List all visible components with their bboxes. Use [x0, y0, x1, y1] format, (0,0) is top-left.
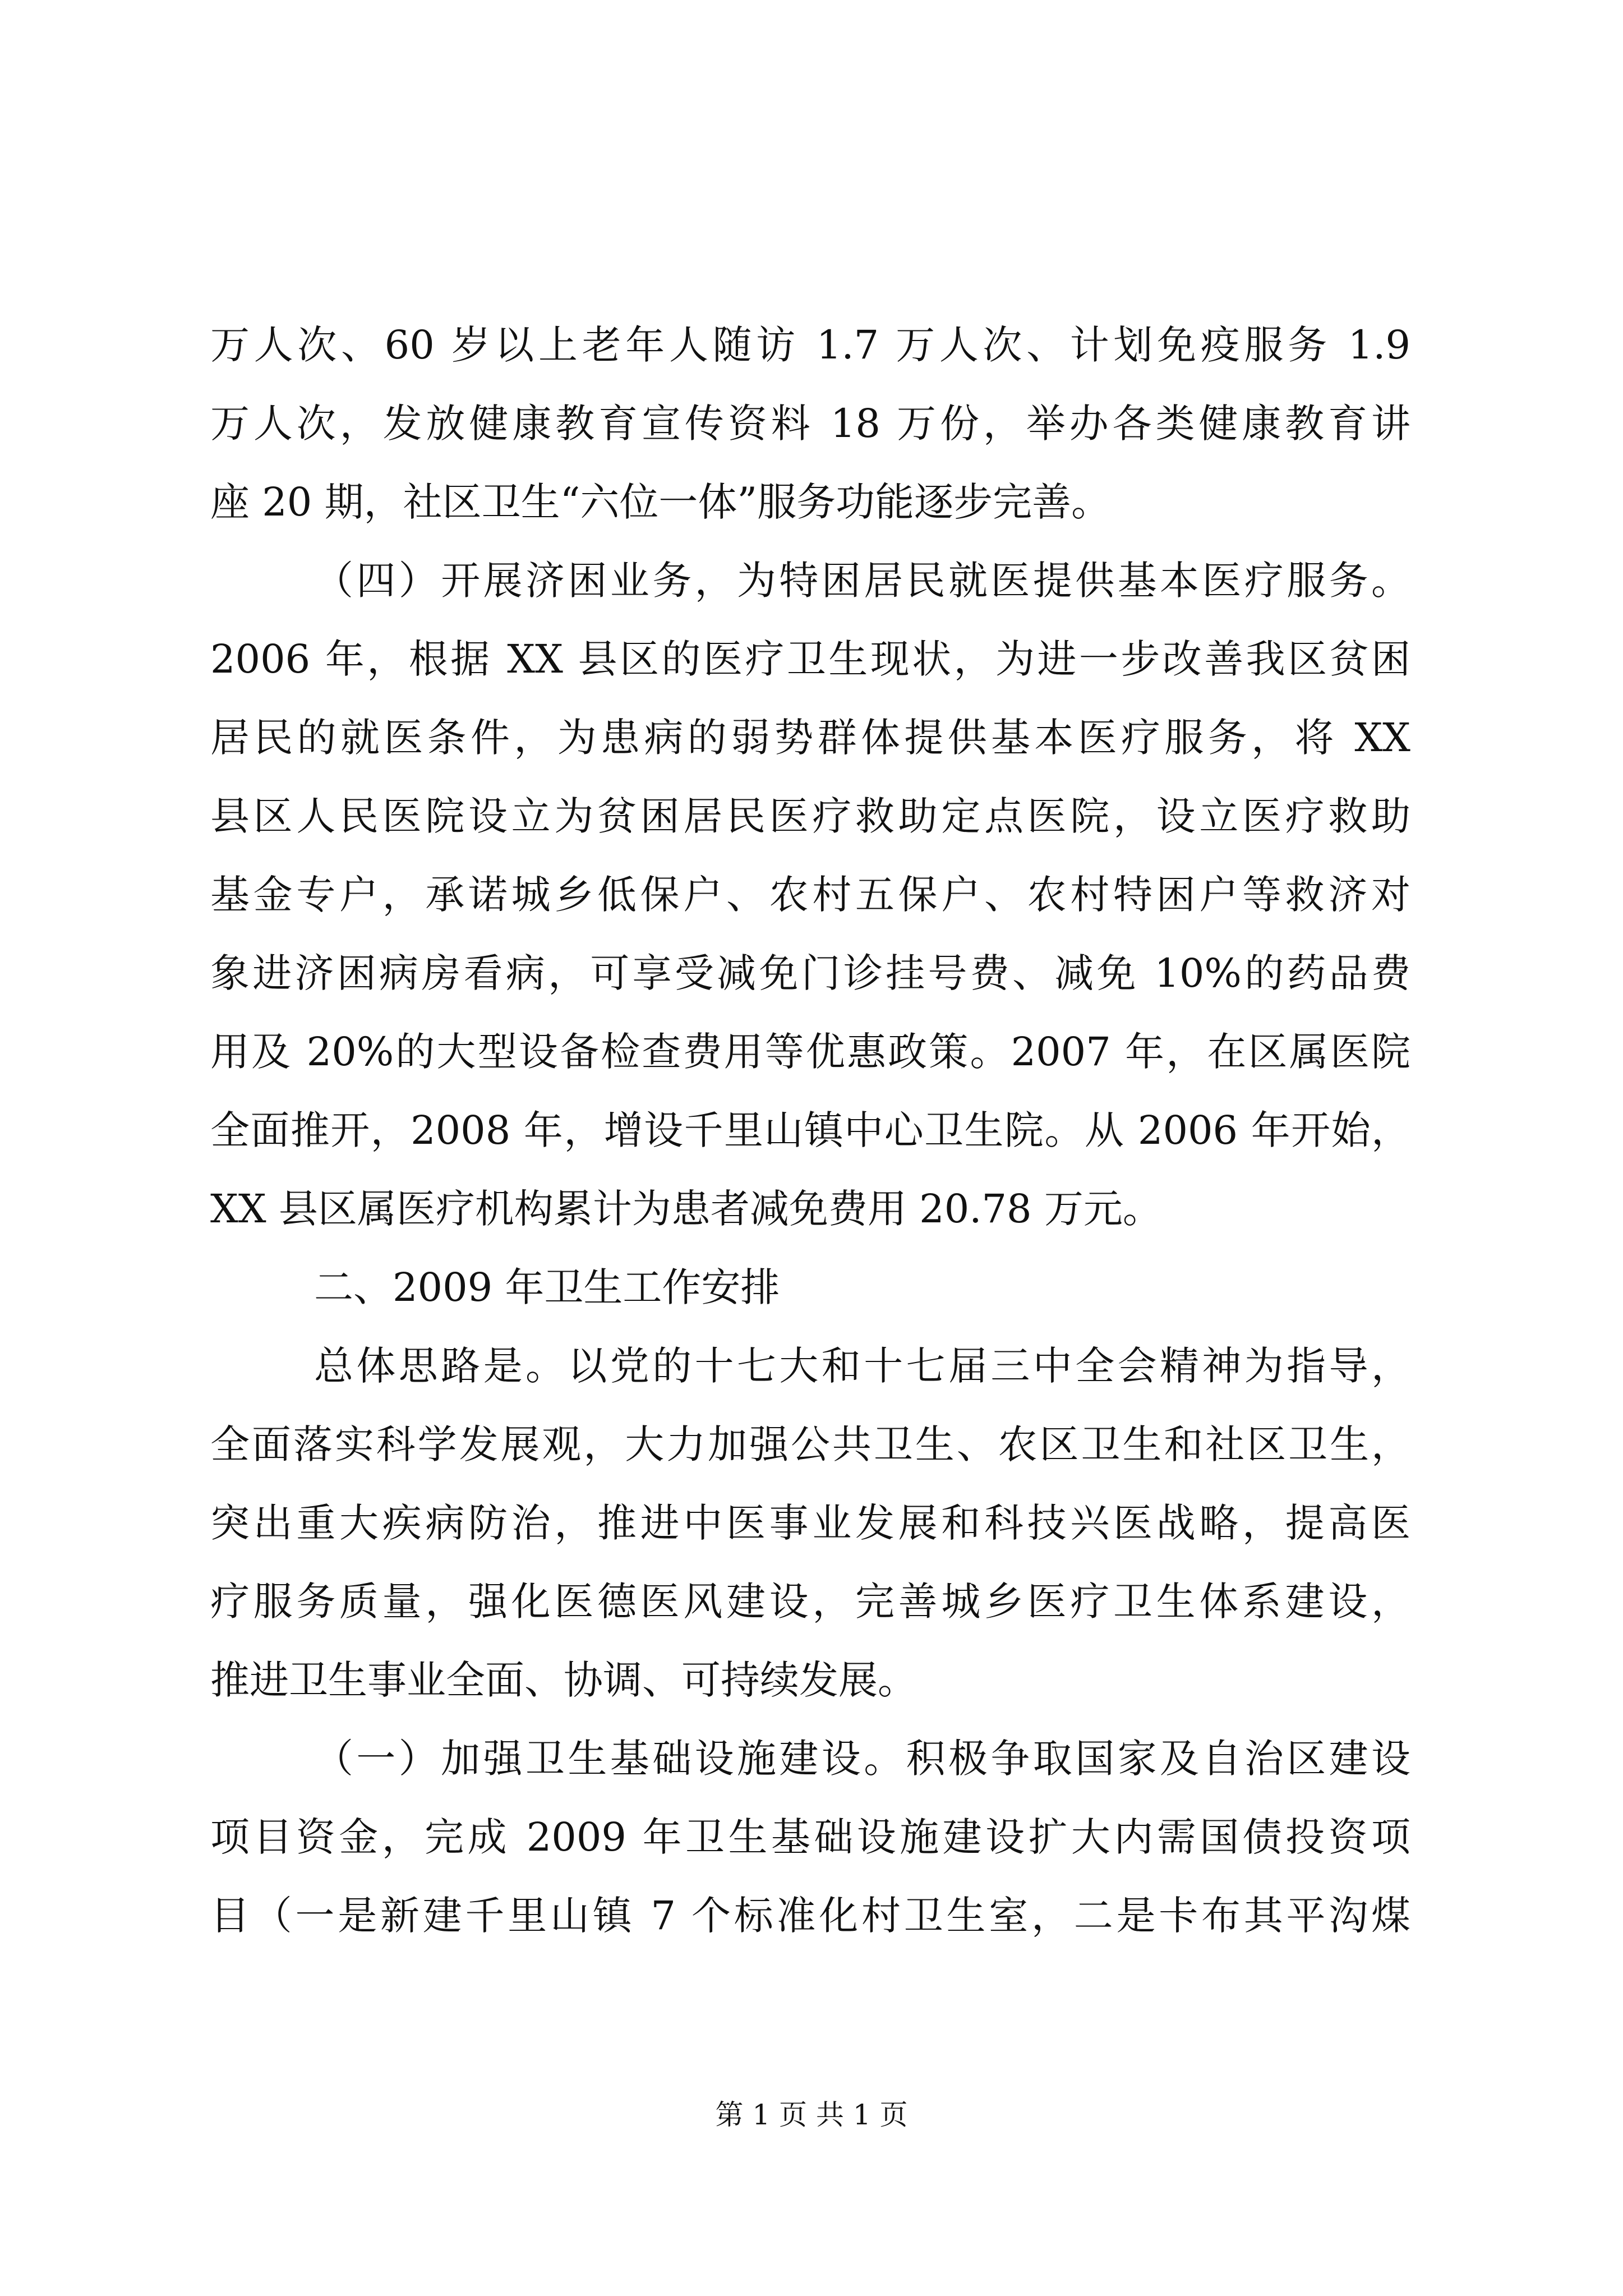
text-line-12: XX 县区属医疗机构累计为患者减免费用 20.78 万元。 — [210, 1186, 1162, 1232]
text-line-4: （四）开展济困业务，为特困居民就医提供基本医疗服务。 — [314, 558, 1410, 604]
text-line-18: 推进卫生事业全面、协调、可持续发展。 — [210, 1657, 917, 1703]
text-line-11: 全面推开，2008 年，增设千里山镇中心卫生院。从 2006 年开始， — [210, 1107, 1410, 1153]
text-line-2: 万人次，发放健康教育宣传资料 18 万份，举办各类健康教育讲 — [210, 401, 1410, 447]
text-line-16: 突出重大疾病防治，推进中医事业发展和科技兴医战略，提高医 — [210, 1500, 1410, 1546]
text-line-9: 象进济困病房看病，可享受减免门诊挂号费、减免 10%的药品费 — [210, 950, 1410, 996]
text-line-8: 基金专户，承诺城乡低保户、农村五保户、农村特困户等救济对 — [210, 872, 1410, 918]
text-line-21: 目（一是新建千里山镇 7 个标准化村卫生室，二是卡布其平沟煤 — [210, 1893, 1410, 1939]
text-line-17: 疗服务质量，强化医德医风建设，完善城乡医疗卫生体系建设， — [210, 1579, 1410, 1625]
text-line-6: 居民的就医条件，为患病的弱势群体提供基本医疗服务，将 XX — [210, 715, 1410, 761]
text-line-10: 用及 20%的大型设备检查费用等优惠政策。2007 年，在区属医院 — [210, 1029, 1410, 1075]
page-footer: 第 1 页 共 1 页 — [715, 2099, 908, 2131]
text-line-7: 县区人民医院设立为贫困居民医疗救助定点医院，设立医疗救助 — [210, 793, 1410, 839]
text-line-19: （一）加强卫生基础设施建设。积极争取国家及自治区建设 — [314, 1736, 1410, 1782]
text-line-1: 万人次、60 岁以上老年人随访 1.7 万人次、计划免疫服务 1.9 — [210, 322, 1410, 368]
section-heading: 二、2009 年卫生工作安排 — [314, 1264, 780, 1310]
text-line-3: 座 20 期，社区卫生“六位一体”服务功能逐步完善。 — [210, 479, 1111, 525]
text-line-20: 项目资金，完成 2009 年卫生基础设施建设扩大内需国债投资项 — [210, 1814, 1410, 1860]
text-line-15: 全面落实科学发展观，大力加强公共卫生、农区卫生和社区卫生， — [210, 1421, 1410, 1467]
text-line-5: 2006 年，根据 XX 县区的医疗卫生现状，为进一步改善我区贫困 — [210, 636, 1410, 682]
text-line-14: 总体思路是。以党的十七大和十七届三中全会精神为指导， — [314, 1343, 1410, 1389]
